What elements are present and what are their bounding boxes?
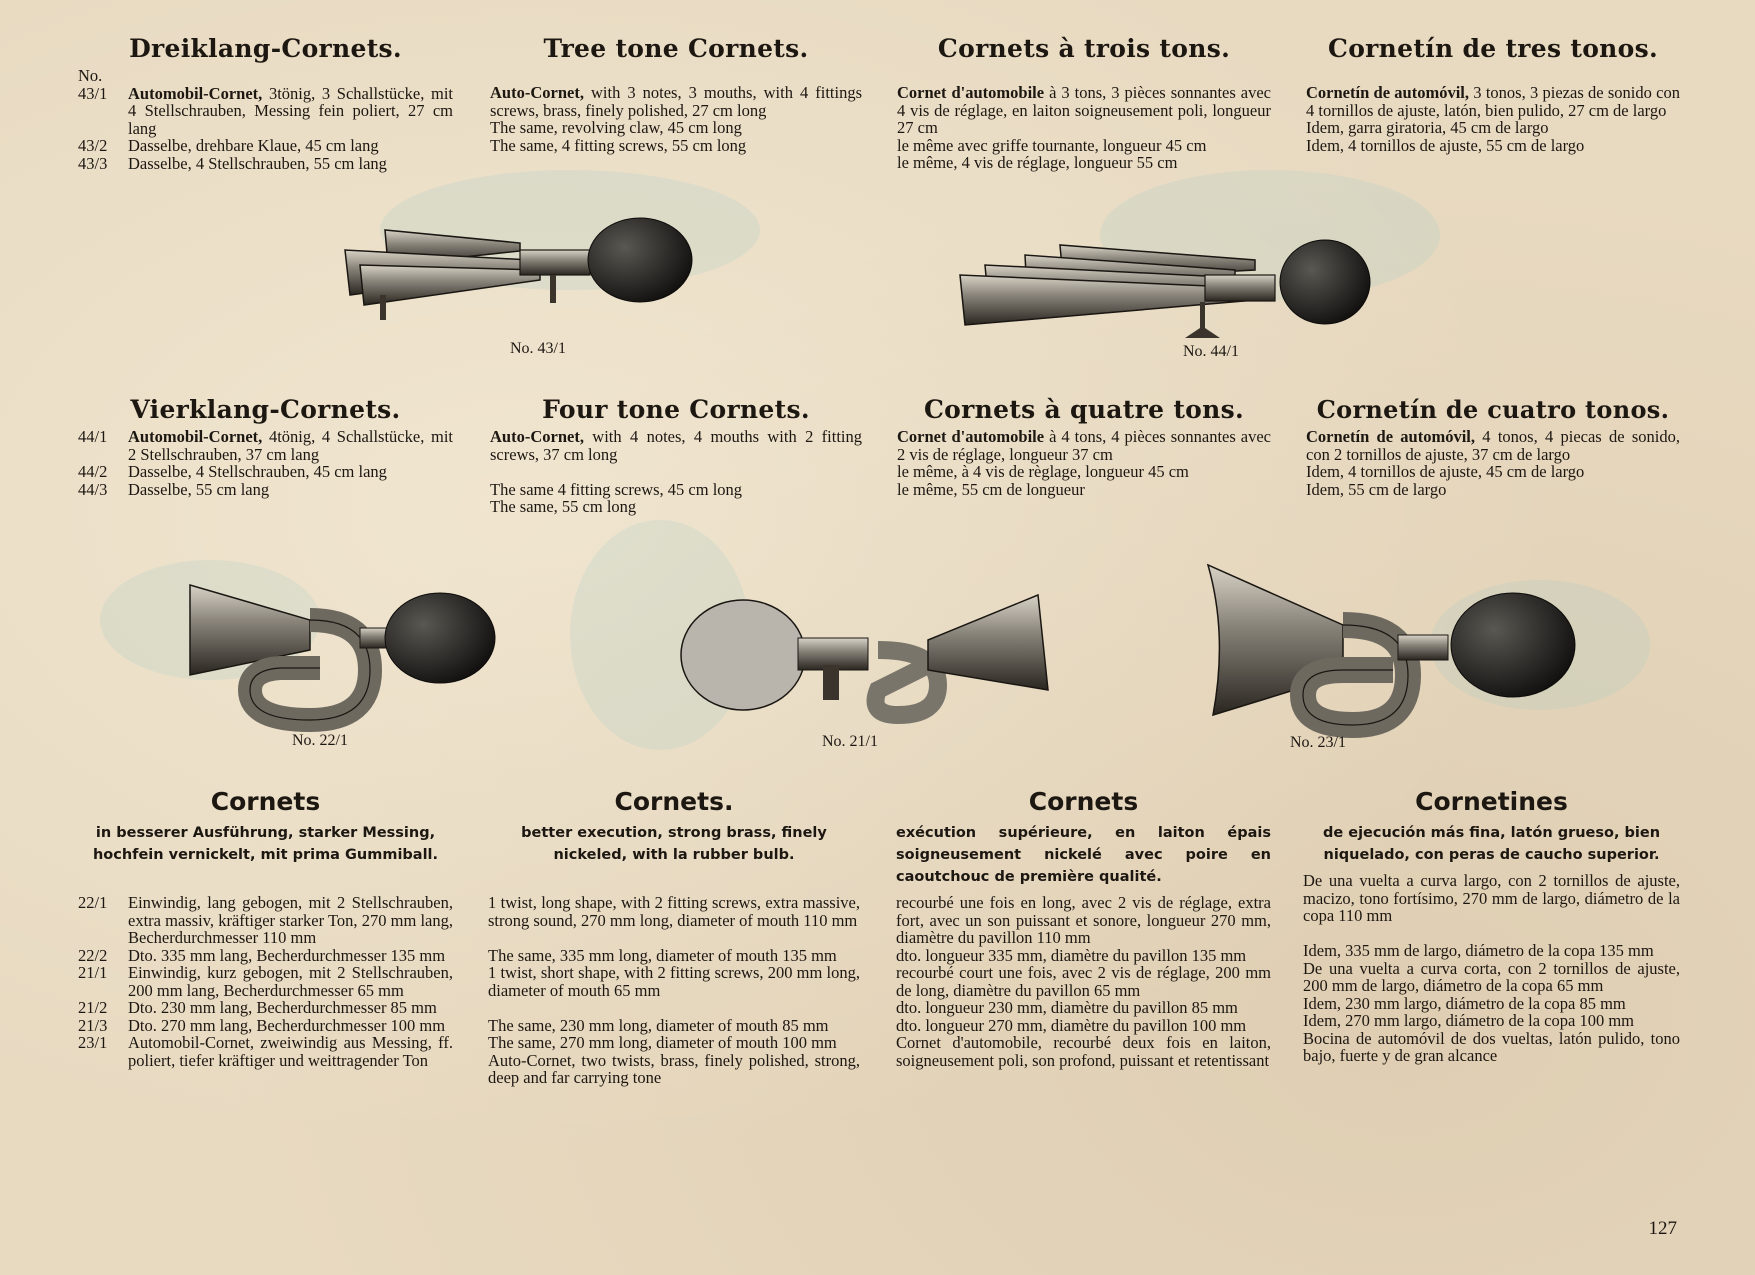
section-three-tone-es xyxy=(1306,34,1680,154)
entry-en-3: The same, 4 fitting screws, 55 cm long xyxy=(490,135,747,155)
figure-caption-21-1: No. 21/1 xyxy=(822,733,878,750)
heading-en: Tree tone Cornets. xyxy=(543,34,809,63)
entry-fr-21-3: dto. longueur 270 mm, diamètre du pavillon 100 mm xyxy=(896,1015,1247,1035)
section-three-tone-de xyxy=(78,34,453,172)
entry-21-1: 21/1 Einwindig, kurz gebogen, mit 2 Stellschrauben, 200 mm lang, Becherdurchmesser 65 mm xyxy=(78,963,453,1000)
heading-es: Cornetín de cuatro tonos. xyxy=(1316,395,1670,424)
entry-es-3: Idem, 55 cm de largo xyxy=(1306,479,1447,499)
subheading-fr: exécution supérieure, en laiton épais soigneusement nickelé avec poire en caoutchouc de première qualité. xyxy=(896,825,1271,885)
entry-es-3: Idem, 4 tornillos de ajuste, 55 cm de largo xyxy=(1306,135,1585,155)
section-three-tone-fr xyxy=(897,34,1271,172)
entry-23-1: 23/1 Automobil-Cornet, zweiwindig aus Messing, ff. poliert, tiefer kräftiger und weittragender Ton xyxy=(78,1033,453,1070)
entry-fr-1: Cornet d'automobile à 4 tons, 4 pièces sonnantes avec 2 vis de réglage, longueur 37 cm xyxy=(897,427,1271,464)
entry-44-1: 44/1 Automobil-Cornet, 4tönig, 4 Schallstücke, mit 2 Stellschrauben, 37 cm lang xyxy=(78,427,453,464)
page-number: 127 xyxy=(1648,1218,1677,1239)
no-label: No. xyxy=(78,66,103,85)
entry-21-2: 21/2 Dto. 230 mm lang, Becherdurchmesser 85 mm xyxy=(78,998,437,1017)
section-four-tone-en xyxy=(490,395,862,516)
entry-44-2: 44/2 Dasselbe, 4 Stellschrauben, 45 cm lang xyxy=(78,462,387,481)
entry-en-21-3: The same, 270 mm long, diameter of mouth 100 mm xyxy=(488,1033,837,1052)
section-four-tone-de xyxy=(78,395,453,498)
subheading-es: de ejecución más fina, latón grueso, bien niquelado, con peras de caucho superior. xyxy=(1322,825,1661,863)
entry-22-2: 22/2 Dto. 335 mm lang, Becherdurchmesser 135 mm xyxy=(78,945,446,965)
entry-en-23-1: Auto-Cornet, two twists, brass, finely polished, strong, deep and far carrying tone xyxy=(488,1050,860,1087)
entry-en-1: Auto-Cornet, with 4 notes, 4 mouths with 2 fitting screws, 37 cm long xyxy=(490,427,862,464)
subheading-en: better execution, strong brass, finely nickeled, with la rubber bulb. xyxy=(521,825,827,863)
heading-es: Cornetines xyxy=(1415,787,1568,816)
figure-caption-23-1: No. 23/1 xyxy=(1290,734,1346,751)
entry-22-1: 22/1 Einwindig, lang gebogen, mit 2 Stellschrauben, extra massiv, kräftiger starker Ton, 270 mm lang, Becherdurchmesser 110 mm xyxy=(78,893,453,947)
entry-es-1: Cornetín de automóvil, 4 tonos, 4 piecas de sonido, con 2 tornillos de ajuste, 37 cm de largo xyxy=(1306,427,1680,464)
figure-caption-44-1: No. 44/1 xyxy=(1183,343,1239,360)
section-cornets-fr xyxy=(896,787,1271,1069)
entry-fr-2: le même avec griffe tournante, longueur 45 cm xyxy=(897,135,1207,155)
heading-en: Cornets. xyxy=(614,787,734,816)
entry-es-23-1: Bocina de automóvil de dos vueltas, latón pulido, tono bajo, fuerte y de gran alcance xyxy=(1303,1028,1680,1065)
figure-caption-43-1: No. 43/1 xyxy=(510,340,566,357)
horn-43-1-illustration xyxy=(340,215,740,340)
heading-de: Cornets xyxy=(210,787,321,816)
entry-fr-2: le même, à 4 vis de règlage, longueur 45 cm xyxy=(897,462,1189,481)
entry-en-21-2: The same, 230 mm long, diameter of mouth 85 mm xyxy=(488,1015,829,1035)
entry-es-1: Cornetín de automóvil, 3 tonos, 3 piezas de sonido con 4 tornillos de ajuste, latón, bien pulido, 27 cm de largo xyxy=(1306,83,1680,120)
horn-23-1-illustration xyxy=(1193,565,1603,735)
entry-en-3: The same, 55 cm long xyxy=(490,497,637,516)
section-cornets-en xyxy=(488,787,860,1087)
entry-fr-22-2: dto. longueur 335 mm, diamètre du pavillon 135 mm xyxy=(896,945,1247,965)
entry-en-21-1: 1 twist, short shape, with 2 fitting screws, 200 mm long, diameter of mouth 65 mm xyxy=(488,963,860,1000)
heading-en: Four tone Cornets. xyxy=(542,395,810,424)
heading-de: Dreiklang-Cornets. xyxy=(129,34,402,63)
section-four-tone-fr xyxy=(897,395,1271,498)
entry-fr-23-1: Cornet d'automobile, recourbé deux fois en laiton, soigneusement poli, son profond, puissant et retentissant xyxy=(896,1033,1271,1070)
entry-en-1: Auto-Cornet, with 3 notes, 3 mouths, with 4 fittings screws, brass, finely polished, 27 cm long xyxy=(490,83,862,120)
horn-44-1-illustration xyxy=(955,240,1375,355)
horn-21-1-illustration xyxy=(678,590,1058,730)
entry-en-22-2: The same, 335 mm long, diameter of mouth 135 mm xyxy=(488,945,837,965)
entry-en-22-1: 1 twist, long shape, with 2 fitting screws, extra massive, strong sound, 270 mm long, diameter of mouth 110 mm xyxy=(488,893,860,930)
entry-fr-21-2: dto. longueur 230 mm, diamètre du pavillon 85 mm xyxy=(896,998,1238,1017)
heading-fr: Cornets xyxy=(1028,787,1139,816)
entry-fr-3: le même, 4 vis de réglage, longueur 55 cm xyxy=(897,153,1178,172)
entry-es-21-1: De una vuelta a curva corta, con 2 tornillos de ajuste, 200 mm de largo, diámetro de la copa 65 mm xyxy=(1303,958,1680,995)
horn-22-1-illustration xyxy=(190,580,540,730)
entry-21-3: 21/3 Dto. 270 mm lang, Becherdurchmesser 100 mm xyxy=(78,1015,446,1035)
entry-es-2: Idem, 4 tornillos de ajuste, 45 cm de largo xyxy=(1306,462,1585,481)
entry-fr-3: le même, 55 cm de longueur xyxy=(897,479,1085,499)
entry-43-3: 43/3 Dasselbe, 4 Stellschrauben, 55 cm lang xyxy=(78,153,387,173)
entry-43-1: 43/1 Automobil-Cornet, 3tönig, 3 Schallstücke, mit 4 Stellschrauben, Messing fein poliert, 27 cm lang xyxy=(78,83,453,138)
entry-en-2: The same 4 fitting screws, 45 cm long xyxy=(490,479,743,499)
heading-de: Vierklang-Cornets. xyxy=(130,395,401,424)
section-cornets-es xyxy=(1303,787,1680,1065)
section-cornets-de xyxy=(78,787,453,1069)
heading-fr: Cornets à quatre tons. xyxy=(923,395,1244,424)
entry-en-2: The same, revolving claw, 45 cm long xyxy=(490,118,742,137)
entry-44-3: 44/3 Dasselbe, 55 cm lang xyxy=(78,479,270,499)
section-four-tone-es xyxy=(1306,395,1680,498)
entry-fr-22-1: recourbé une fois en long, avec 2 vis de réglage, extra fort, avec un son puissant et sonore, longueur 270 mm, diamètre du pavillon 110 mm xyxy=(896,893,1271,947)
entry-es-21-2: Idem, 230 mm largo, diámetro de la copa 85 mm xyxy=(1303,993,1626,1013)
figure-caption-22-1: No. 22/1 xyxy=(292,732,348,749)
entry-es-22-1: De una vuelta a curva largo, con 2 tornillos de ajuste, macizo, tono fortísimo, 270 mm de largo, diámetro de la copa 110 mm xyxy=(1303,871,1680,925)
entry-43-2: 43/2 Dasselbe, drehbare Klaue, 45 cm lang xyxy=(78,136,379,155)
entry-fr-1: Cornet d'automobile à 3 tons, 3 pièces sonnantes avec 4 vis de réglage, en laiton soigneusement poli, longueur 27 cm xyxy=(897,83,1271,137)
heading-es: Cornetín de tres tonos. xyxy=(1328,34,1658,63)
entry-es-2: Idem, garra giratoria, 45 cm de largo xyxy=(1306,118,1549,137)
section-three-tone-en xyxy=(490,34,862,154)
subheading-de: in besserer Ausführung, starker Messing, hochfein vernickelt, mit prima Gummiball. xyxy=(92,825,439,863)
entry-es-22-2: Idem, 335 mm de largo, diámetro de la copa 135 mm xyxy=(1303,941,1654,960)
heading-fr: Cornets à trois tons. xyxy=(937,34,1231,63)
entry-fr-21-1: recourbé court une fois, avec 2 vis de réglage, 200 mm de long, diamètre du pavillon 65 mm xyxy=(896,963,1271,1000)
entry-es-21-3: Idem, 270 mm largo, diámetro de la copa 100 mm xyxy=(1303,1011,1634,1030)
